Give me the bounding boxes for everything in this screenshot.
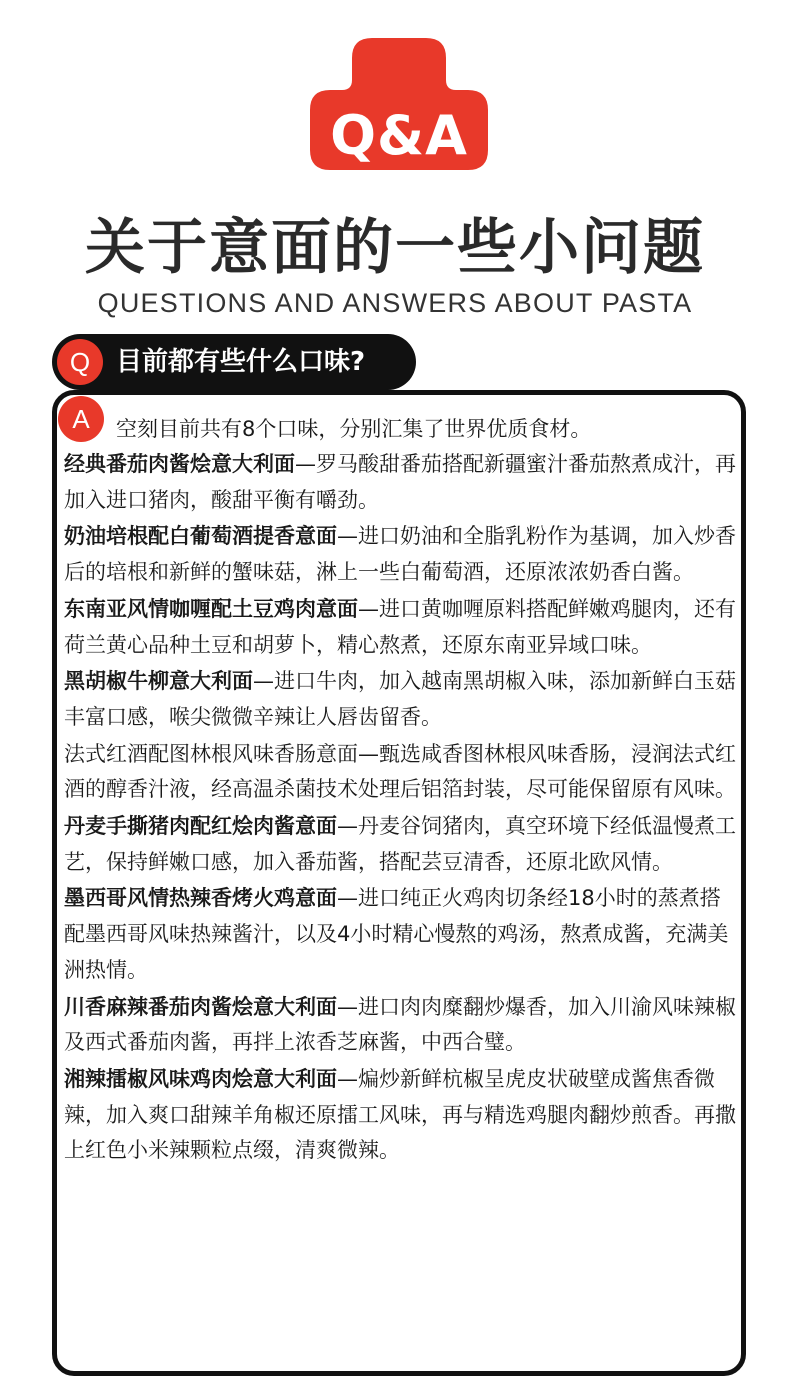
question-marker: Q	[57, 339, 103, 385]
flavor-name: 丹麦手撕猪肉配红烩肉酱意面	[64, 814, 337, 839]
flavor-item	[64, 737, 736, 808]
flavor-item	[64, 447, 736, 518]
flavor-name: 经典番茄肉酱烩意大利面	[64, 452, 295, 476]
flavor-name: 湘辣擂椒风味鸡肉烩意大利面	[64, 1066, 337, 1091]
page-subtitle: QUESTIONS AND ANSWERS ABOUT PASTA	[97, 288, 693, 318]
flavor-desc: —丹麦谷饲猪肉，真空环境下经低温慢煮工艺，保持鲜嫩口感，加入番茄酱，搭配芸豆清香，还原北欧风情。	[64, 814, 736, 874]
flavor-item	[64, 664, 736, 735]
flavor-desc: —进口牛肉，加入越南黑胡椒入味，添加新鲜白玉菇丰富口感，喉尖微微辛辣让人唇齿留香。	[64, 669, 736, 729]
question-bar	[52, 334, 416, 390]
flavor-desc: —进口奶油和全脂乳粉作为基调，加入炒香后的培根和新鲜的蟹味菇，淋上一些白葡萄酒，还原浓浓奶香白酱。	[64, 524, 736, 585]
flavor-name: 墨西哥风情热辣香烤火鸡意面	[64, 886, 337, 911]
flavor-name: 黑胡椒牛柳意大利面	[64, 669, 253, 694]
page-title: 关于意面的一些小问题	[85, 213, 705, 283]
qa-badge	[310, 38, 488, 170]
flavor-item	[64, 592, 736, 663]
flavor-name: 奶油培根配白葡萄酒提香意面	[64, 524, 337, 549]
flavor-name: 东南亚风情咖喱配土豆鸡肉意面	[64, 596, 358, 621]
qa-badge-text: Q&A	[330, 104, 468, 167]
flavor-desc: 法式红酒配图林根风味香肠意面—甄选咸香图林根风味香肠，浸润法式红酒的醇香汁液，经高温杀菌技术处理后铝箔封装，尽可能保留原有风味。	[64, 741, 736, 802]
flavor-item	[64, 809, 736, 880]
flavor-item	[64, 1062, 736, 1169]
answer-marker: A	[58, 396, 104, 442]
flavor-item	[64, 990, 736, 1061]
flavor-desc: —罗马酸甜番茄搭配新疆蜜汁番茄熬煮成汁，再加入进口猪肉，酸甜平衡有嚼劲。	[64, 452, 736, 512]
question-text: 目前都有些什么口味?	[116, 347, 366, 377]
answer-intro: 空刻目前共有8个口味，分别汇集了世界优质食材。	[116, 417, 592, 441]
flavor-name: 川香麻辣番茄肉酱烩意大利面	[64, 994, 337, 1019]
flavor-desc: —煸炒新鲜杭椒呈虎皮状破壁成酱焦香微辣，加入爽口甜辣羊角椒还原擂工风味，再与精选鸡腿肉翻炒煎香。再撒上红色小米辣颗粒点缀，清爽微辣。	[64, 1066, 736, 1163]
flavor-desc: —进口纯正火鸡肉切条经18小时的蒸煮搭配墨西哥风味热辣酱汁，以及4小时精心慢熬的鸡汤，熬煮成酱，充满美洲热情。	[64, 886, 729, 982]
flavor-desc: —进口肉肉糜翻炒爆香，加入川渝风味辣椒及西式番茄肉酱，再拌上浓香芝麻酱，中西合璧。	[64, 994, 736, 1055]
flavor-list	[64, 447, 736, 1170]
flavor-item	[64, 519, 736, 590]
flavor-item	[64, 881, 736, 988]
flavor-desc: —进口黄咖喱原料搭配鲜嫩鸡腿肉，还有荷兰黄心品种土豆和胡萝卜，精心熬煮，还原东南亚异域口味。	[64, 596, 736, 657]
